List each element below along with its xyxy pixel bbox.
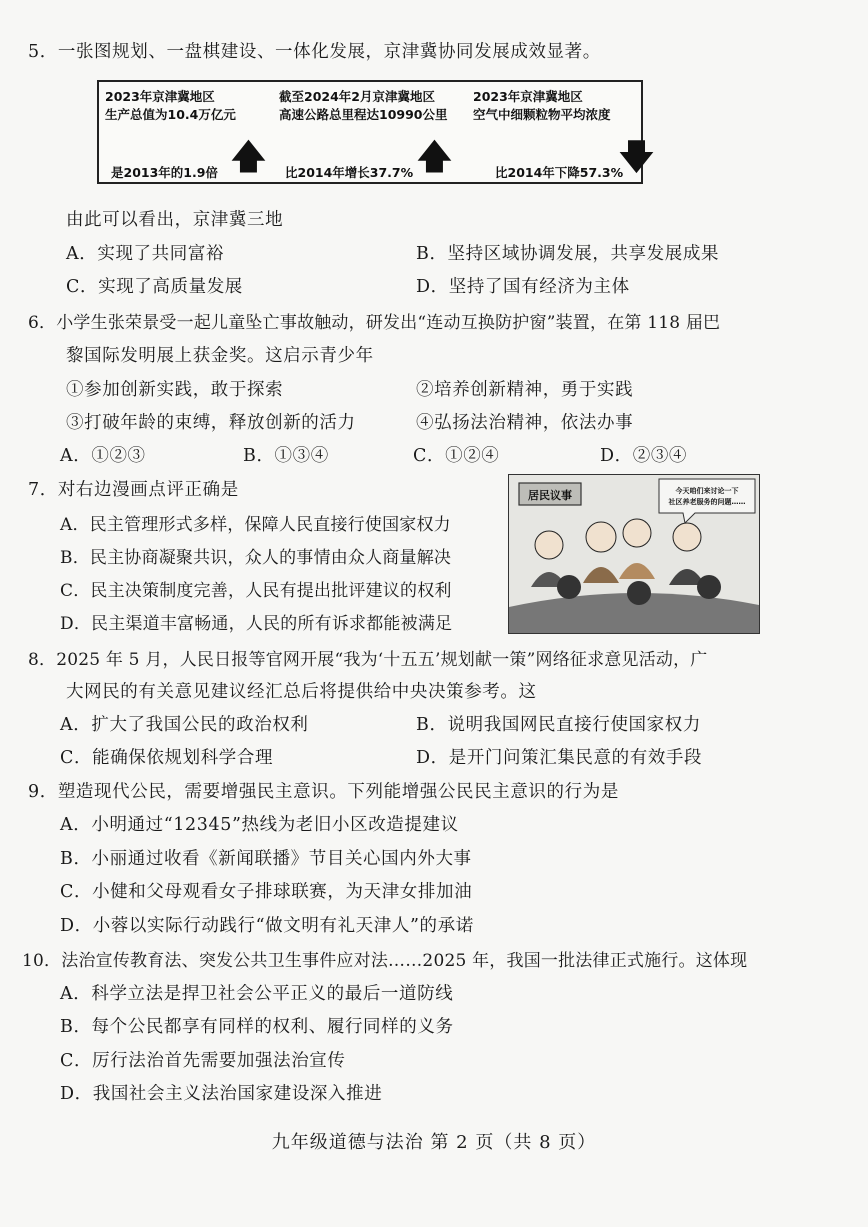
q5-lead: 由此可以看出，京津冀三地 — [66, 210, 284, 230]
q6-item-2: ②培养创新精神，勇于实践 — [416, 380, 634, 400]
up-arrow-icon: 🡅 — [231, 137, 266, 177]
q7-option-a: A．民主管理形式多样，保障人民直接行使国家权力 — [60, 515, 451, 535]
q6-item-4: ④弘扬法治精神，依法办事 — [416, 413, 634, 433]
down-arrow-icon: 🡇 — [619, 137, 654, 177]
up-arrow-icon: 🡅 — [417, 137, 452, 177]
cell-note: 是2013年的1.9倍 — [111, 165, 218, 180]
comic-sign-text: 居民议事 — [528, 489, 572, 502]
page-footer: 九年级道德与法治 第 2 页（共 8 页） — [271, 1132, 597, 1153]
q6-option-c: C．①②④ — [413, 446, 500, 466]
q9-option-b: B．小丽通过收看《新闻联播》节目关心国内外大事 — [60, 849, 472, 869]
q8-option-a: A．扩大了我国公民的政治权利 — [60, 715, 309, 735]
q5-option-a: A．实现了共同富裕 — [66, 244, 225, 264]
cell-line: 生产总值为10.4万亿元 — [105, 107, 236, 122]
comic-illustration — [509, 475, 759, 633]
q6-stem-line2: 黎国际发明展上获金奖。这启示青少年 — [66, 346, 374, 366]
q9-option-c: C．小健和父母观看女子排球联赛，为天津女排加油 — [60, 882, 473, 902]
q10-option-b: B．每个公民都享有同样的权利、履行同样的义务 — [60, 1017, 454, 1037]
comic-bubble-line2: 社区养老服务的问题…… — [668, 498, 746, 506]
q8-stem-line1: 8．2025 年 5 月，人民日报等官网开展“我为‘十五五’规划献一策”网络征求意见活动，广 — [28, 650, 708, 670]
q9-option-d: D．小蓉以实际行动践行“做文明有礼天津人”的承诺 — [60, 916, 474, 936]
q7-stem: 7．对右边漫画点评正确是 — [28, 480, 239, 500]
q8-stem-line2: 大网民的有关意见建议经汇总后将提供给中央决策参考。这 — [66, 682, 537, 702]
q10-option-a: A．科学立法是捍卫社会公平正义的最后一道防线 — [60, 984, 454, 1004]
question-number: 5． — [28, 42, 58, 62]
q7-option-d: D．民主渠道丰富畅通，人民的所有诉求都能被满足 — [60, 614, 453, 634]
q9-option-a: A．小明通过“12345”热线为老旧小区改造提建议 — [60, 815, 459, 835]
infobox-cell-air — [473, 88, 654, 180]
cell-line: 空气中细颗粒物平均浓度 — [473, 107, 611, 122]
question-5-stem — [28, 38, 601, 63]
q10-stem: 10．法治宣传教育法、突发公共卫生事件应对法……2025 年，我国一批法律正式施行。这体现 — [22, 951, 748, 971]
q8-option-c: C．能确保依规划科学合理 — [60, 748, 274, 768]
cell-line: 截至2024年2月京津冀地区 — [279, 89, 435, 104]
q6-option-a: A．①②③ — [60, 446, 146, 466]
q8-option-d: D．是开门问策汇集民意的有效手段 — [416, 748, 703, 768]
infobox-cell-gdp — [105, 88, 275, 178]
q10-option-c: C．厉行法治首先需要加强法治宣传 — [60, 1051, 346, 1071]
q8-option-b: B．说明我国网民直接行使国家权力 — [416, 715, 701, 735]
q5-option-b: B．坚持区域协调发展，共享发展成果 — [416, 244, 720, 264]
cell-line: 2023年京津冀地区 — [473, 89, 583, 104]
cell-line: 高速公路总里程达10990公里 — [279, 107, 448, 122]
question-text: 一张图规划、一盘棋建设、一体化发展，京津冀协同发展成效显著。 — [57, 42, 601, 62]
comic-bubble-line1: 今天咱们来讨论一下 — [675, 487, 739, 495]
q5-infobox — [97, 80, 654, 184]
cell-line: 2023年京津冀地区 — [105, 89, 215, 104]
q5-option-d: D．坚持了国有经济为主体 — [416, 277, 630, 297]
q6-item-3: ③打破年龄的束缚，释放创新的活力 — [66, 413, 356, 433]
q6-stem-line1: 6．小学生张荣景受一起儿童坠亡事故触动，研发出“连动互换防护窗”装置，在第 118 届巴 — [28, 313, 721, 333]
q9-stem: 9．塑造现代公民，需要增强民主意识。下列能增强公民民主意识的行为是 — [28, 782, 619, 802]
q5-option-c: C．实现了高质量发展 — [66, 277, 243, 297]
cell-note: 比2014年下降57.3% — [495, 165, 624, 180]
q10-option-d: D．我国社会主义法治国家建设深入推进 — [60, 1084, 383, 1104]
q7-option-b: B．民主协商凝聚共识，众人的事情由众人商量解决 — [60, 548, 452, 568]
q6-option-d: D．②③④ — [600, 446, 688, 466]
q7-option-c: C．民主决策制度完善，人民有提出批评建议的权利 — [60, 581, 452, 601]
q7-comic — [508, 474, 760, 634]
q6-option-b: B．①③④ — [243, 446, 329, 466]
cell-note: 比2014年增长37.7% — [285, 165, 414, 180]
infobox-cell-highway — [279, 88, 469, 178]
q6-item-1: ①参加创新实践，敢于探索 — [66, 380, 284, 400]
